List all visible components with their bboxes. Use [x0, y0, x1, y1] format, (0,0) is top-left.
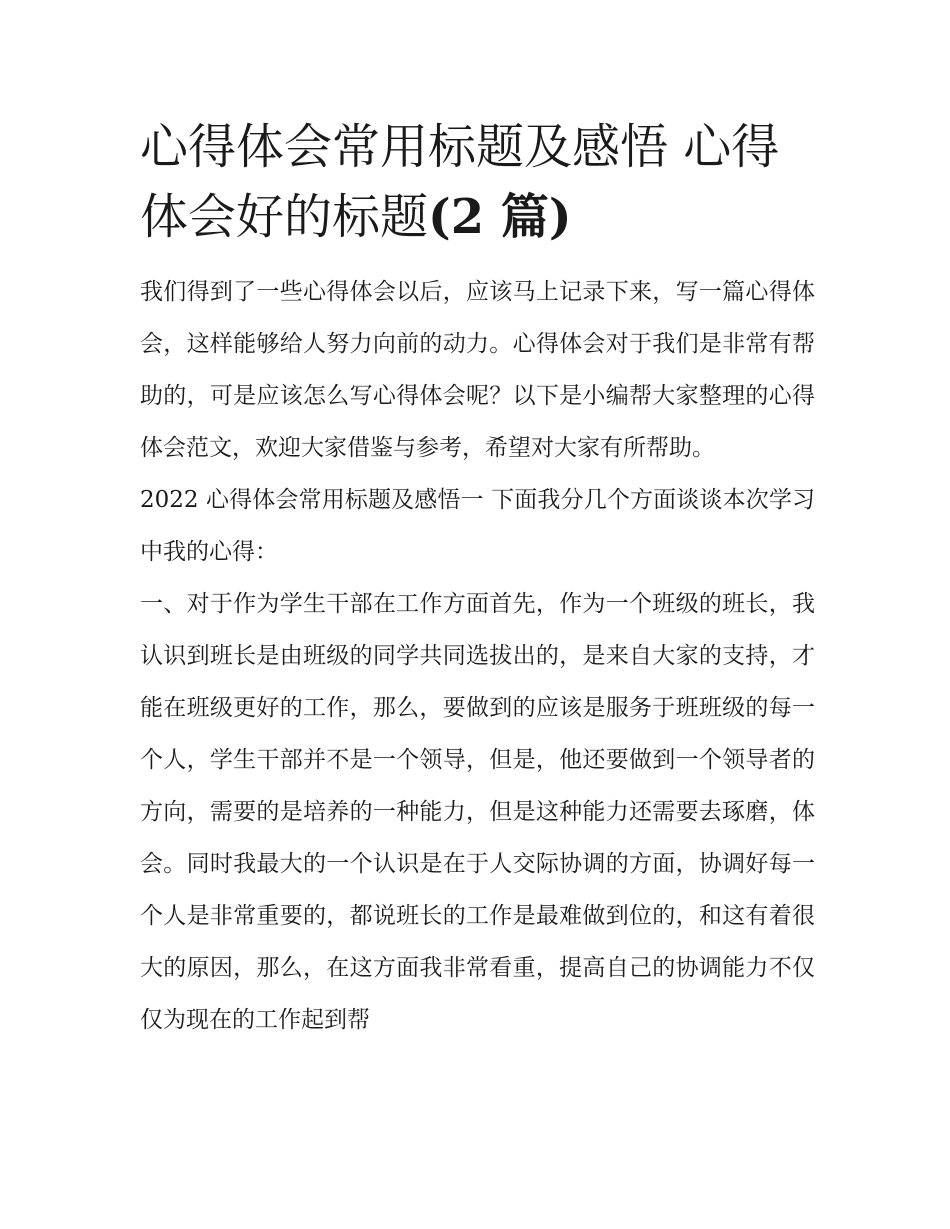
intro-paragraph: 我们得到了一些心得体会以后，应该马上记录下来，写一篇心得体会，这样能够给人努力向前的动力。心得体会对于我们是非常有帮助的，可是应该怎么写心得体会呢？以下是小编帮大家整理的心得体会范文，欢迎大家借鉴与参考，希望对大家有所帮助。	[140, 279, 815, 461]
document-title	[140, 112, 815, 252]
body-paragraph: 一、对于作为学生干部在工作方面首先，作为一个班级的班长，我认识到班长是由班级的同学共同选拔出的，是来自大家的支持，才能在班级更好的工作，那么，要做到的应该是服务于班班级的每一个人，学生干部并不是一个领导，但是，他还要做到一个领导者的方向，需要的是培养的一种能力，但是这种能力还需要去琢磨，体会。同时我最大的一个认识是在于人交际协调的方面，协调好每一个人是非常重要的，都说班长的工作是最难做到位的，和这有着很大的原因，那么，在这方面我非常看重，提高自己的协调能力不仅仅为现在的工作起到帮	[140, 591, 815, 1033]
section-heading-paragraph: 2022 心得体会常用标题及感悟一 下面我分几个方面谈谈本次学习中我的心得：	[140, 487, 815, 565]
document-title-main: 心得体会常用标题及感悟 心得体会好的标题	[140, 119, 780, 245]
document-title-count: (2 篇)	[428, 189, 572, 245]
document-body	[140, 112, 815, 1046]
